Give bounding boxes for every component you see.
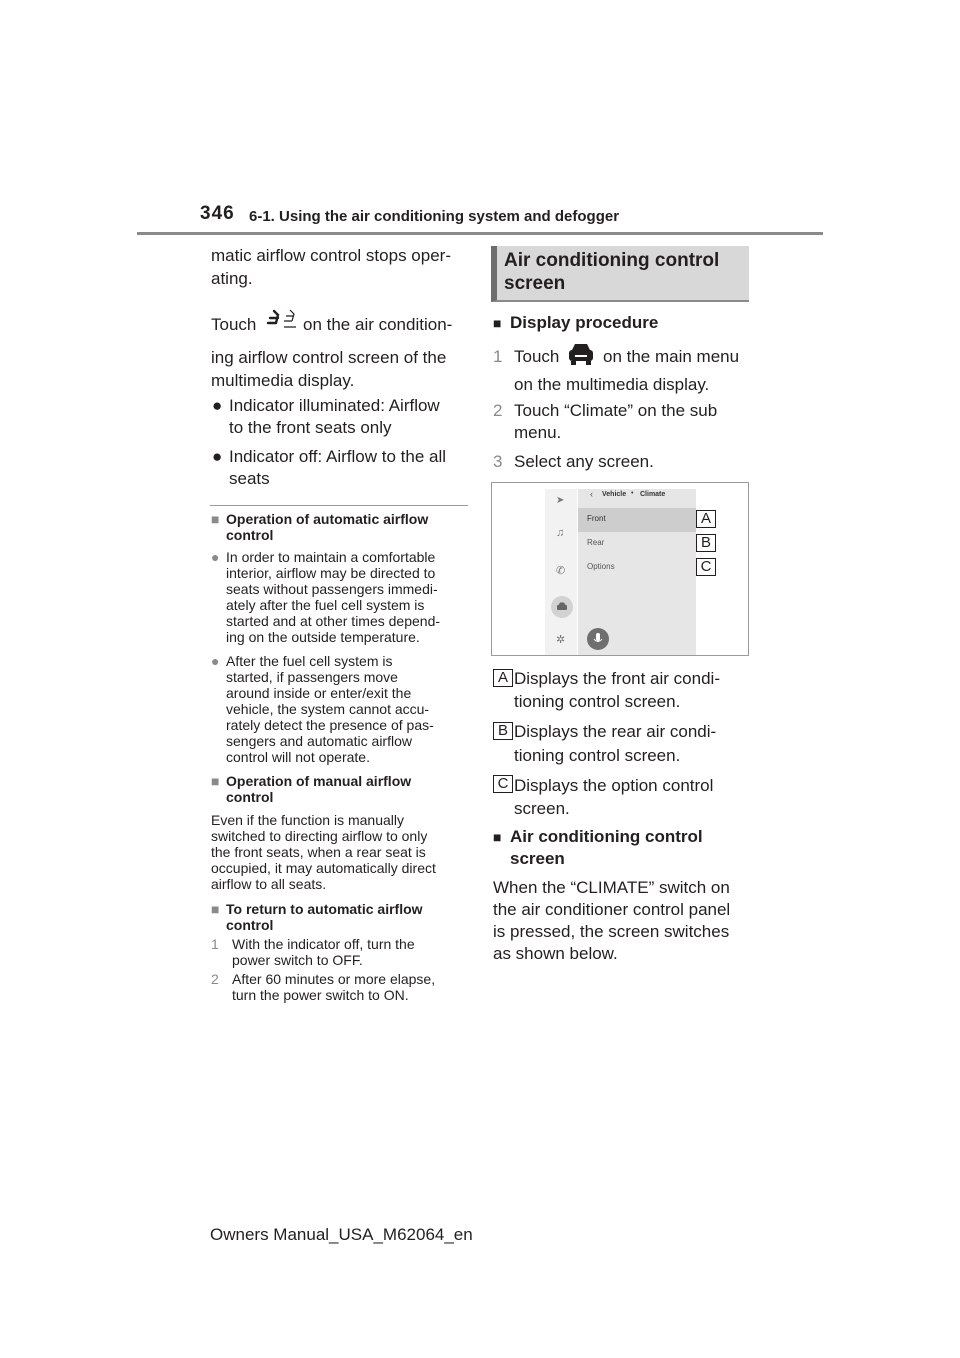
note-marker: ■ <box>211 511 220 527</box>
legend-c-line: Displays the option control <box>514 776 714 795</box>
note2-title-2: control <box>226 789 274 805</box>
legend-key-c: C <box>493 775 513 793</box>
section-heading-box <box>491 246 749 302</box>
note1-item1-line: started and at other times depend- <box>226 613 441 629</box>
step3-line: Select any screen. <box>514 452 654 471</box>
note1-item2-line: rately detect the presence of pas- <box>226 717 434 733</box>
note3-title-2: control <box>226 917 274 933</box>
vehicle-menu-icon <box>551 596 573 618</box>
note-marker: ■ <box>211 773 220 789</box>
breadcrumb-climate: Climate <box>640 491 666 498</box>
subhead-marker: ■ <box>493 829 502 845</box>
note3-step1-line: With the indicator off, turn the <box>232 936 415 952</box>
note1-item2-line: around inside or enter/exit the <box>226 685 412 701</box>
legend-b-line: Displays the rear air condi- <box>514 722 717 741</box>
legend-a-line: tioning control screen. <box>514 692 681 711</box>
section-heading <box>504 249 719 295</box>
step2-line: Touch “Climate” on the sub <box>514 401 718 420</box>
back-chevron-icon: ‹ <box>590 489 593 499</box>
note3-step1-line: power switch to OFF. <box>232 952 363 968</box>
step-number: 1 <box>493 347 503 366</box>
note1-item2-line: started, if passengers move <box>226 669 398 685</box>
touch-line-3: multimedia display. <box>211 371 355 390</box>
step1-pre: Touch <box>514 347 560 366</box>
bullet-2-line-2: seats <box>229 469 270 488</box>
note2-body-line: Even if the function is manually <box>211 812 404 828</box>
menu-item-options[interactable]: Options <box>587 562 615 571</box>
legend-c-line: screen. <box>514 799 570 818</box>
note1-item2-line: control will not operate. <box>226 749 370 765</box>
note2-title-1: Operation of manual airflow <box>226 773 412 789</box>
note1-item1-line: seats without passengers immedi- <box>226 581 438 597</box>
note2-body-line: switched to directing airflow to only <box>211 828 428 844</box>
step2-line: menu. <box>514 423 562 442</box>
note1-item1-line: interior, airflow may be directed to <box>226 565 436 581</box>
ac-screen-body-line: as shown below. <box>493 944 618 963</box>
note1-title-1: Operation of automatic airflow <box>226 511 429 527</box>
microphone-icon[interactable] <box>587 628 609 650</box>
step1-post: on the main menu <box>603 347 740 366</box>
multimedia-screenshot <box>491 482 749 656</box>
front-seat-airflow-icon <box>266 309 298 336</box>
breadcrumb-vehicle: Vehicle <box>602 491 627 498</box>
note2-body-line: the front seats, when a rear seat is <box>211 844 426 860</box>
bullet-dot: ● <box>212 447 223 466</box>
notes-separator <box>210 505 468 506</box>
subhead-marker: ■ <box>493 315 502 331</box>
note-bullet: ● <box>211 549 220 565</box>
note1-item2-line: sengers and automatic airflow <box>226 733 412 749</box>
note1-item2-line: vehicle, the system cannot accu- <box>226 701 430 717</box>
step-number: 2 <box>211 971 219 987</box>
intro-line-1: matic airflow control stops oper- <box>211 246 451 265</box>
legend-a-line: Displays the front air condi- <box>514 669 720 688</box>
section-heading-line-1: Air conditioning control <box>504 250 720 271</box>
section-title: 6-1. Using the air conditioning system and defogger <box>249 208 620 225</box>
ac-screen-body-line: the air conditioner control panel <box>493 900 731 919</box>
touch-post: on the air condition- <box>303 315 453 334</box>
step-number: 2 <box>493 401 503 420</box>
bullet-2-line-1: Indicator off: Airflow to the all <box>229 447 447 466</box>
note-bullet: ● <box>211 653 220 669</box>
note3-title-1: To return to automatic airflow <box>226 901 423 917</box>
intro-line-2: ating. <box>211 269 253 288</box>
music-icon: ♫ <box>556 527 565 539</box>
note1-item1-line: ing on the outside temperature. <box>226 629 420 645</box>
menu-item-rear[interactable]: Rear <box>587 538 605 547</box>
legend-b-line: tioning control screen. <box>514 746 681 765</box>
settings-icon: ✲ <box>556 634 566 646</box>
section-heading-line-2: screen <box>504 273 566 294</box>
navigation-icon: ➤ <box>556 495 565 506</box>
note1-item2-line: After the fuel cell system is <box>226 653 393 669</box>
step1-line2: on the multimedia display. <box>514 375 710 394</box>
note3-step2-line: turn the power switch to ON. <box>232 987 409 1003</box>
legend-key-b: B <box>493 722 513 740</box>
menu-item-front[interactable]: Front <box>587 514 606 523</box>
header-rule <box>137 232 823 235</box>
breadcrumb-separator: • <box>631 490 634 497</box>
callout-c: C <box>696 558 716 576</box>
note2-body-line: airflow to all seats. <box>211 876 327 892</box>
bullet-1-line-1: Indicator illuminated: Airflow <box>229 396 440 415</box>
page-number: 346 <box>200 203 235 224</box>
note1-item1-line: ately after the fuel cell system is <box>226 597 425 613</box>
ac-screen-body-line: is pressed, the screen switches <box>493 922 730 941</box>
bullet-1-line-2: to the front seats only <box>229 418 392 437</box>
ac-screen-body-line: When the “CLIMATE” switch on <box>493 878 730 897</box>
footer-manual-id: Owners Manual_USA_M62064_en <box>210 1225 473 1244</box>
step-number: 3 <box>493 452 503 471</box>
note1-title-2: control <box>226 527 274 543</box>
callout-b: B <box>696 534 716 552</box>
legend-key-a: A <box>493 669 513 687</box>
note1-item1-line: In order to maintain a comfortable <box>226 549 436 565</box>
phone-icon: ✆ <box>556 565 566 577</box>
touch-pre: Touch <box>211 315 257 334</box>
display-procedure-title: Display procedure <box>510 313 659 332</box>
step-number: 1 <box>211 936 219 952</box>
touch-line-2: ing airflow control screen of the <box>211 348 447 367</box>
note3-step2-line: After 60 minutes or more elapse, <box>232 971 436 987</box>
callout-a: A <box>696 510 716 528</box>
note2-body-line: occupied, it may automatically direct <box>211 860 436 876</box>
ac-screen-title-2: screen <box>510 849 565 868</box>
ac-screen-title-1: Air conditioning control <box>510 827 703 846</box>
car-icon <box>566 340 596 373</box>
note-marker: ■ <box>211 901 220 917</box>
bullet-dot: ● <box>212 396 223 415</box>
